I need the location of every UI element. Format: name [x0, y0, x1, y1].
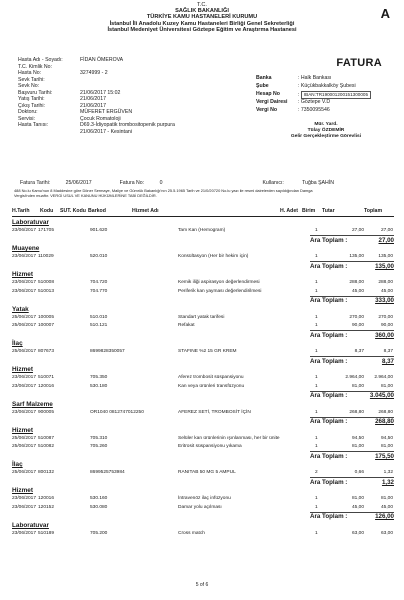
subtotal-label: Ara Toplam : [310, 236, 348, 244]
table-row [12, 469, 394, 477]
row-quantity: 1 [315, 349, 318, 355]
col-total: Toplam [364, 208, 383, 214]
group-title: Sarf Malzeme [12, 400, 53, 408]
row-date: 23/06/2017 [12, 280, 37, 286]
group-subtotal [12, 391, 394, 401]
subtotal-label: Ara Toplam : [310, 452, 348, 460]
col-sut: SUT. Kodu [60, 208, 86, 214]
row-barcode: 705.310 [90, 435, 108, 441]
row-total: 45,00 [380, 288, 393, 294]
patient-field-value: FİDAN ÖMEROVA [80, 57, 124, 63]
table-row [12, 504, 394, 512]
row-total: 8,37 [383, 349, 393, 355]
tax-no-label: Vergi No [256, 107, 278, 114]
row-code: 110029 [38, 254, 54, 260]
table-row [12, 253, 394, 261]
patient-field-value: D69.3-İdiyopatik trombositopenik purpura [80, 122, 175, 128]
note-line-2: Vergisi'nden muaftır. VERGİ USUL VE KANUNU HÜKÜMLERİNE TABİ DEĞİLDİR. [14, 192, 157, 198]
row-unit-price: 268,80 [349, 409, 364, 415]
invoice-date-label: Fatura Tarihi: [20, 180, 51, 186]
row-service-name: AFEREZ SETİ, TROMBOSİT İÇİN [178, 409, 251, 415]
row-quantity: 1 [315, 254, 318, 260]
row-service-name: Standart yatak tarifesi [178, 314, 225, 320]
subtotal-label: Ara Toplam : [310, 418, 348, 426]
header-line-2: SAĞLIK BAKANLIĞI [175, 8, 229, 15]
group-title: Hizmet [12, 271, 33, 279]
subtotal-label: Ara Toplam : [310, 357, 348, 365]
row-code: 510008 [38, 280, 55, 286]
table-row [12, 409, 394, 417]
signer-title: Mür. Yard. [314, 122, 338, 127]
patient-row [18, 129, 175, 136]
row-date: 23/06/2017 [12, 383, 37, 389]
service-group [12, 427, 394, 461]
row-code: 171705 [38, 228, 55, 233]
signature-block [256, 122, 396, 140]
invoice-meta [20, 180, 362, 186]
row-code: 510071 [38, 375, 55, 381]
table-row [12, 227, 394, 235]
col-price: Tutar [322, 208, 335, 214]
service-group [12, 271, 394, 305]
subtotal-label: Ara Toplam : [310, 478, 348, 486]
patient-field-value: 3274999 - 2 [80, 70, 108, 76]
patient-field-label: Hasta Tanısı: [18, 122, 49, 128]
row-barcode: OR1040 0812747012250 [90, 409, 144, 415]
row-barcode: 704.720 [90, 280, 108, 286]
invoice-no-label: Fatura No: [119, 180, 145, 186]
row-quantity: 1 [315, 435, 318, 441]
subtotal-value: 360,00 [375, 331, 394, 339]
row-total: 268,80 [378, 409, 393, 415]
row-barcode: 901.620 [90, 228, 108, 233]
header-line-5: İstanbul Medeniyet Üniversitesi Göztepe Eğitim ve Araştırma Hastanesi [107, 26, 297, 33]
table-row [12, 348, 394, 356]
row-service-name: Kemik iliği aspirasyon değerlendirmesi [178, 280, 260, 286]
bank-info: Banka : Halk Bankası Şube : Küçükbakkalköy Şubesi Hesap No : IBAN:TR190001200151300005 Vergi Dairesi : Göztepe V.D Vergi No : 7350095546 [256, 75, 371, 115]
patient-field-value: 21/06/2017 - Kesintani [80, 128, 132, 135]
note-line-1: 488 No.lu Kamu'nun 8 Maddesine göre Döner Sermaye, Maliye ve Gümrük Bakanlığı'nın 25.5.1965 Tarih ve 21/0/20720 No.lu yazı ile resmi dairelerden sayıldığından Damga [14, 188, 313, 193]
subtotal-value: 27,00 [378, 236, 394, 244]
row-service-name: Aferez trombosit süspansiyonu [178, 375, 244, 381]
row-date: 25/06/2017 [12, 470, 37, 476]
group-subtotal [12, 417, 394, 427]
row-total: 81,00 [380, 444, 393, 450]
row-date: 23/06/2017 [12, 504, 37, 510]
row-date: 25/06/2017 [12, 349, 37, 355]
row-code: 510082 [38, 444, 55, 450]
row-code: 510013 [38, 288, 55, 294]
group-subtotal [12, 512, 394, 522]
row-code: 100005 [38, 314, 55, 320]
service-group [12, 461, 394, 487]
group-title: İlaç [12, 461, 23, 469]
patient-field-label: Hasta Adı - Soyadı: [18, 57, 63, 63]
row-unit-price: 8,37 [354, 349, 364, 355]
row-barcode: 530.160 [90, 496, 108, 502]
row-barcode: 520.010 [90, 254, 108, 260]
invoice-date: 25/06/2017 [65, 180, 92, 186]
row-service-name: Kan veya ürünleri transfüzyonu [178, 383, 245, 389]
group-title: Laboratuvar [12, 521, 49, 529]
tax-office-label: Vergi Dairesi [256, 99, 288, 106]
row-date: 25/06/2017 [12, 322, 37, 328]
user-name: Tuğba ŞAHİN [302, 180, 334, 186]
bank-value: : Halk Bankası [298, 75, 332, 81]
row-quantity: 1 [315, 504, 318, 510]
col-name: Hizmet Adı [132, 208, 159, 214]
table-row [12, 279, 394, 287]
row-date: 23/06/2017 [12, 530, 37, 536]
account-label: Hesap No [256, 90, 280, 97]
row-quantity: 1 [315, 228, 318, 233]
row-total: 81,00 [380, 383, 393, 389]
row-date: 23/06/2017 [12, 375, 37, 381]
subtotal-value: 1,32 [381, 478, 394, 486]
row-unit-price: 27,00 [351, 228, 364, 233]
patient-field-label [18, 129, 80, 136]
table-row [12, 288, 394, 296]
row-code: 100007 [38, 322, 55, 328]
iban-value: IBAN:TR190001200151300005 [301, 91, 371, 99]
row-service-name: Eritrosit süspansiyonu yıkama [178, 444, 242, 450]
row-unit-price: 0,66 [354, 470, 364, 476]
row-code: 800132 [38, 470, 55, 476]
row-service-name: RANITAB 50 MG 5 AMPUL [178, 470, 236, 476]
row-quantity: 1 [315, 375, 318, 381]
patient-field-label: Çıkış Tarihi: [18, 102, 45, 109]
group-title: Hizmet [12, 487, 33, 495]
row-quantity: 1 [315, 280, 318, 286]
patient-field-label: Yatış Tarihi: [18, 96, 45, 102]
row-code: 120016 [38, 383, 55, 389]
subtotal-value: 333,00 [375, 297, 394, 305]
row-date: 23/06/2017 [12, 496, 37, 502]
row-unit-price: 94,50 [351, 435, 364, 441]
patient-field-value: Çocuk Romatoloji [80, 115, 121, 122]
patient-field-label: Doktoru: [18, 109, 38, 115]
row-quantity: 1 [315, 288, 318, 294]
row-unit-price: 45,00 [351, 288, 364, 294]
service-group [12, 340, 394, 366]
row-unit-price: 288,00 [349, 280, 364, 286]
table-row [12, 495, 394, 503]
patient-field-label: Sevk Tarihi: [18, 76, 45, 83]
tax-office-value: : Göztepe V.D [298, 99, 331, 106]
row-service-name: Periferik kan yayması değerlendirilmesi [178, 288, 262, 294]
row-code: 510087 [38, 435, 55, 441]
row-quantity: 1 [315, 444, 318, 450]
row-barcode: 704.770 [90, 288, 108, 294]
row-date: 23/06/2017 [12, 409, 37, 415]
group-title: Yatak [12, 305, 29, 313]
row-total: 63,00 [380, 530, 393, 536]
group-subtotal [12, 261, 394, 271]
row-date: 25/06/2017 [12, 435, 37, 441]
row-total: 1,32 [383, 470, 393, 476]
row-date: 25/06/2017 [12, 444, 37, 450]
row-service-name: Tam Kan (Hemogram) [178, 228, 226, 233]
row-quantity: 2 [315, 470, 318, 476]
patient-field-value: MÜFERET ERGÜVEN [80, 109, 133, 115]
row-quantity: 1 [315, 530, 318, 536]
table-row [12, 322, 394, 330]
row-date: 25/06/2017 [12, 314, 37, 320]
row-unit-price: 90,00 [351, 322, 364, 328]
col-qty: H. Adet [280, 208, 298, 214]
service-group [12, 306, 394, 340]
patient-field-label: Başvuru Tarihi: [18, 89, 53, 96]
row-date: 23/06/2017 [12, 288, 37, 294]
row-unit-price: 135,00 [349, 254, 364, 260]
row-barcode: 530.080 [90, 504, 108, 510]
col-date: H.Tarih [12, 208, 30, 214]
items-table [12, 219, 394, 538]
row-service-name: Damar yolu açılması [178, 504, 222, 510]
subtotal-value: 126,00 [375, 513, 394, 521]
service-group [12, 219, 394, 245]
tax-exemption-note [14, 189, 394, 199]
row-barcode: 8699828350057 [90, 349, 125, 355]
row-total: 27,00 [380, 228, 393, 233]
table-row [12, 314, 394, 322]
row-service-name: STAFINE %2 15 GR KREM [178, 349, 237, 355]
subtotal-label: Ara Toplam : [310, 513, 348, 521]
group-title: Hizmet [12, 426, 33, 434]
group-title: Hizmet [12, 366, 33, 374]
row-unit-price: 81,00 [351, 383, 364, 389]
row-service-name: Refakat [178, 322, 195, 328]
patient-field-label: Servisi: [18, 115, 36, 122]
row-service-name: Konsültasyon (Her bir hekim için) [178, 254, 249, 260]
row-total: 288,00 [378, 280, 393, 286]
branch-label: Şube [256, 82, 269, 89]
service-group [12, 401, 394, 427]
row-code: 510189 [38, 530, 55, 536]
col-code: Kodu [40, 208, 54, 214]
row-quantity: 1 [315, 322, 318, 328]
institution-header [70, 2, 334, 33]
subtotal-value: 175,50 [375, 452, 394, 460]
header-line-4: İstanbul İli Anadolu Kuzey Kamu Hastaneleri Birliği Genel Sekreterliği [109, 20, 295, 27]
row-service-name: İntravenöz ilaç infüzyonu [178, 496, 231, 502]
table-row [12, 374, 394, 382]
row-code: 120152 [38, 504, 55, 510]
tax-no-value: : 7350095546 [298, 107, 330, 114]
patient-field-label: Sevk No: [18, 83, 40, 89]
row-quantity: 1 [315, 409, 318, 415]
table-header [12, 207, 394, 217]
service-group [12, 522, 394, 538]
group-subtotal [12, 356, 394, 366]
row-total: 94,50 [380, 435, 393, 441]
row-code: 900005 [38, 409, 55, 415]
signer-name: Tülay ÖZDEMİR [307, 128, 345, 133]
document-title: FATURA [336, 57, 382, 69]
row-total: 45,00 [380, 504, 393, 510]
bank-label: Banka [256, 75, 272, 81]
row-unit-price: 81,00 [351, 444, 364, 450]
group-subtotal [12, 451, 394, 461]
branch-value: : Küçükbakkalköy Şubesi [298, 82, 356, 89]
row-barcode: 510.010 [90, 314, 108, 320]
table-row [12, 530, 394, 538]
group-subtotal [12, 330, 394, 340]
subtotal-value: 3.045,00 [369, 392, 394, 400]
user-label: Kullanıcı: [262, 180, 284, 186]
subtotal-value: 8,37 [381, 357, 394, 365]
group-subtotal [12, 477, 394, 487]
row-unit-price: 45,00 [351, 504, 364, 510]
service-group [12, 366, 394, 400]
subtotal-label: Ara Toplam : [310, 262, 348, 270]
row-unit-price: 63,00 [351, 530, 364, 536]
col-barcode: Barkod [88, 208, 106, 214]
invoice-series-letter: A [380, 6, 390, 21]
row-barcode: 510.121 [90, 322, 108, 328]
row-barcode: 530.180 [90, 383, 108, 389]
page-number: 5 of 6 [195, 582, 209, 588]
row-total: 90,00 [380, 322, 393, 328]
row-quantity: 1 [315, 314, 318, 320]
patient-field-value: 21/06/2017 [80, 96, 106, 102]
subtotal-value: 135,00 [375, 262, 394, 270]
row-date: 23/06/2017 [12, 254, 37, 260]
patient-info [18, 57, 175, 135]
header-line-1: T.C. [197, 2, 207, 8]
patient-field-label: T.C. Kimlik No: [18, 63, 53, 70]
group-title: Laboratuvar [12, 219, 49, 226]
subtotal-value: 268,80 [375, 418, 394, 426]
subtotal-label: Ara Toplam : [310, 297, 348, 305]
row-date: 23/06/2017 [12, 228, 37, 233]
group-title: İlaç [12, 340, 23, 348]
row-total: 135,00 [378, 254, 393, 260]
row-total: 2.964,00 [374, 375, 393, 381]
subtotal-label: Ara Toplam : [310, 331, 348, 339]
row-barcode: 705.260 [90, 444, 108, 450]
row-code: 807673 [38, 349, 55, 355]
patient-field-value: 21/06/2017 [80, 102, 106, 109]
col-unit: Birim [302, 208, 316, 214]
service-group [12, 245, 394, 271]
group-title: Muayene [12, 245, 40, 253]
header-line-3: TÜRKİYE KAMU HASTANELERİ KURUMU [146, 14, 258, 21]
row-barcode: 705.200 [90, 530, 108, 536]
row-code: 120016 [38, 496, 55, 502]
invoice-no: 0 [159, 180, 163, 186]
service-group [12, 487, 394, 521]
table-row [12, 383, 394, 391]
row-quantity: 1 [315, 383, 318, 389]
row-unit-price: 2.964,00 [345, 375, 364, 381]
row-total: 81,00 [380, 496, 393, 502]
patient-field-label: Hasta No: [18, 70, 42, 76]
table-row [12, 435, 394, 443]
patient-field-value: 21/06/2017 15:02 [80, 89, 121, 96]
row-total: 270,00 [378, 314, 393, 320]
row-quantity: 1 [315, 496, 318, 502]
subtotal-label: Ara Toplam : [310, 392, 348, 400]
row-unit-price: 270,00 [349, 314, 364, 320]
group-subtotal [12, 296, 394, 306]
row-unit-price: 81,00 [351, 496, 364, 502]
row-barcode: 705.350 [90, 375, 108, 381]
row-service-name: Selüler kan ürünlerinin ışınlanması, her bir ünite [178, 435, 280, 441]
row-service-name: Cross match [178, 530, 205, 536]
group-subtotal [12, 235, 394, 245]
row-barcode: 8699525753984 [90, 470, 125, 476]
table-row [12, 443, 394, 451]
signer-role: Gelir Gerçekleştirme Görevlisi [290, 134, 362, 139]
